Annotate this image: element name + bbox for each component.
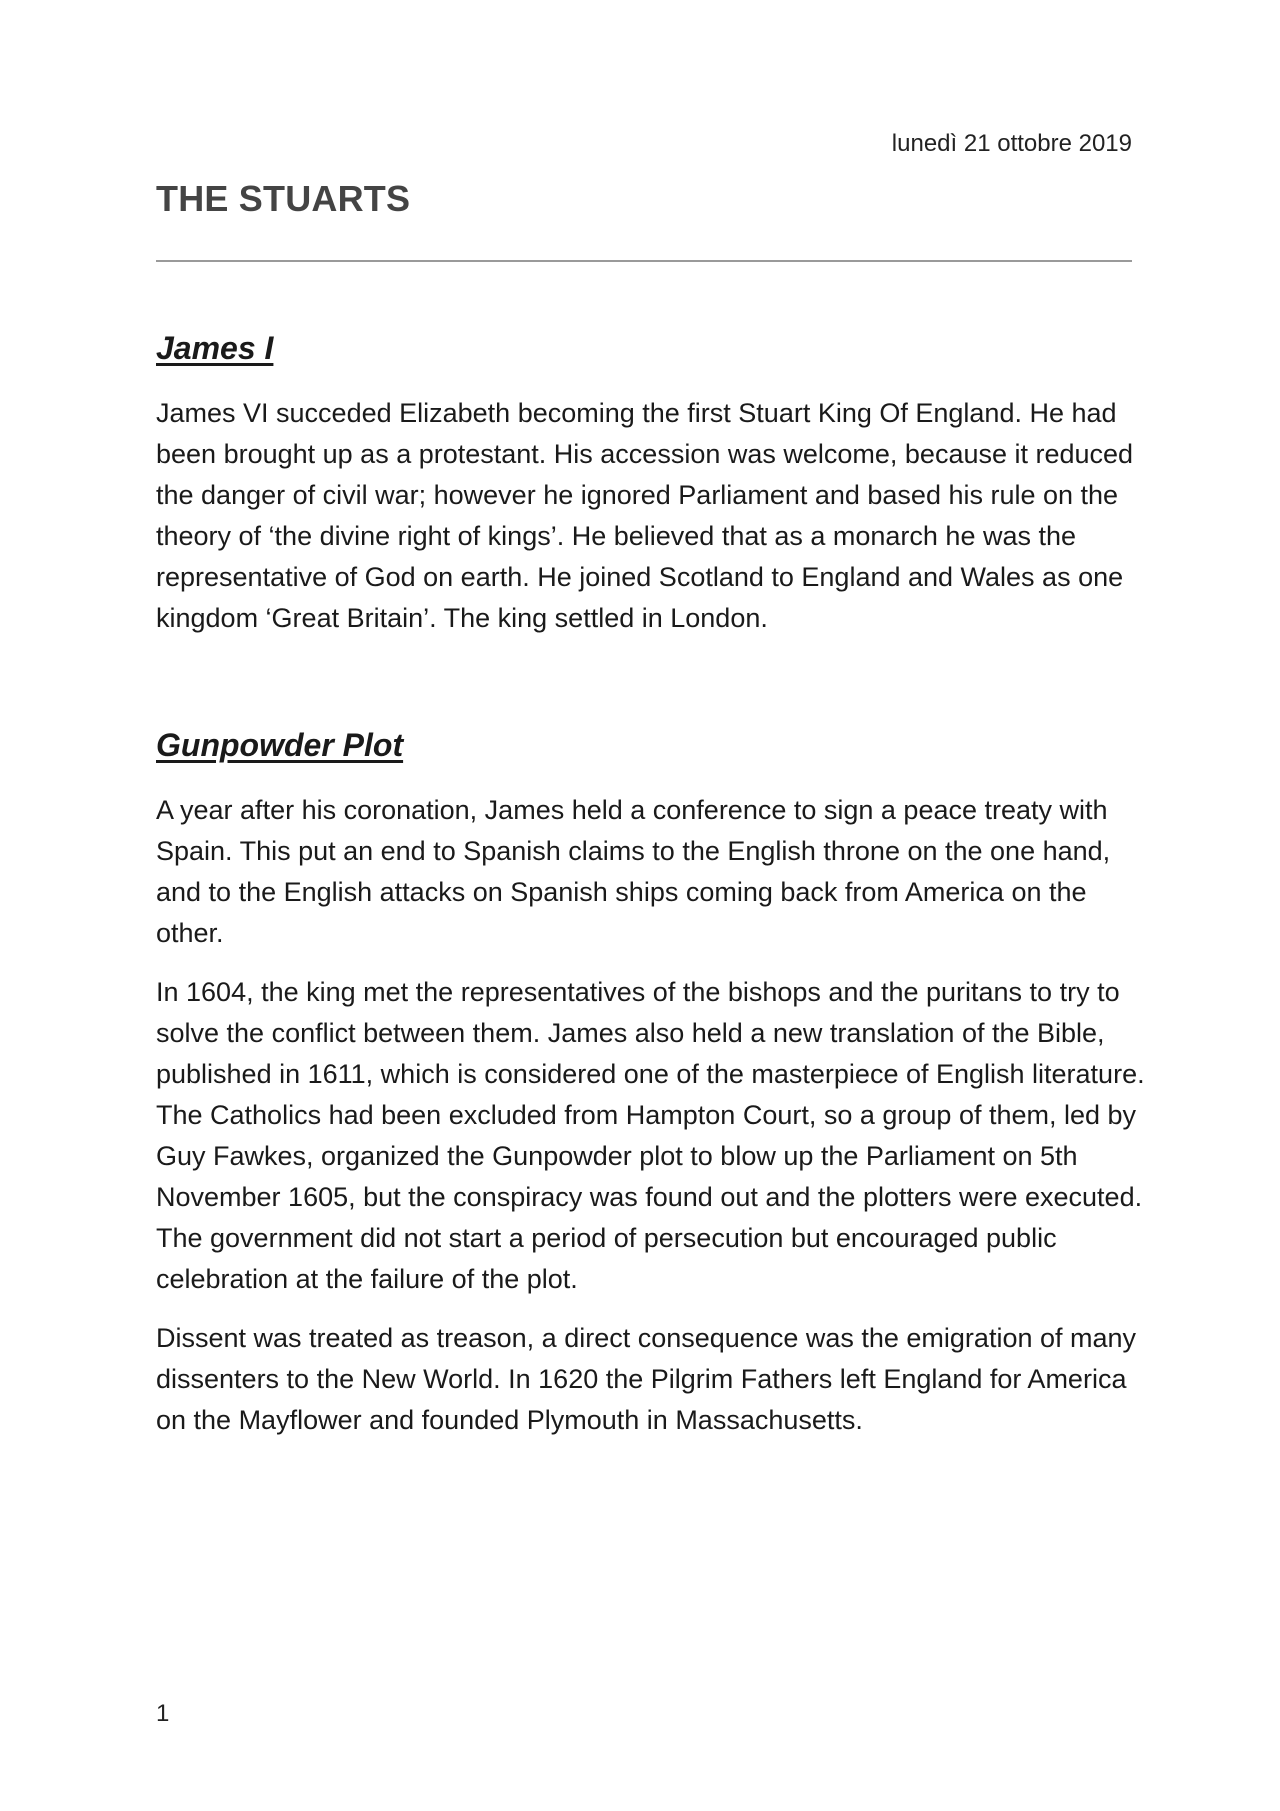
title-divider [156,260,1132,262]
document-body [156,330,1146,1459]
section-james-i [156,330,1146,639]
section-heading: James I [156,330,274,366]
document-date: lunedì 21 ottobre 2019 [891,130,1132,157]
document-title: THE STUARTS [156,178,411,219]
paragraph: James VI succeded Elizabeth becoming the first Stuart King Of England. He had been brought up as a protestant. His accession was welcome, because it reduced the danger of civil war; however he ignored Parliament and based his rule on the theory of ‘the divine right of kings’. He believed that as a monarch he was the representative of God on earth. He joined Scotland to England and Wales as one kingdom ‘Great Britain’. The king settled in London. [156,398,1134,633]
page-number: 1 [156,1700,170,1727]
paragraph: In 1604, the king met the representatives of the bishops and the puritans to try to solve the conflict between them. James also held a new translation of the Bible, published in 1611, which is considered one of the masterpiece of English literature. The Catholics had been excluded from Hampton Court, so a group of them, led by Guy Fawkes, organized the Gunpowder plot to blow up the Parliament on 5th November 1605, but the conspiracy was found out and the plotters were executed. The government did not start a period of persecution but encouraged public celebration at the failure of the plot. [156,977,1145,1294]
paragraph: A year after his coronation, James held a conference to sign a peace treaty with Spain. This put an end to Spanish claims to the English throne on the one hand, and to the English attacks on Spanish ships coming back from America on the other. [156,795,1111,948]
section-gunpowder-plot [156,727,1146,1441]
section-heading: Gunpowder Plot [156,727,404,763]
paragraph: Dissent was treated as treason, a direct consequence was the emigration of many dissenters to the New World. In 1620 the Pilgrim Fathers left England for America on the Mayflower and founded Plymouth in Massachusetts. [156,1323,1137,1435]
